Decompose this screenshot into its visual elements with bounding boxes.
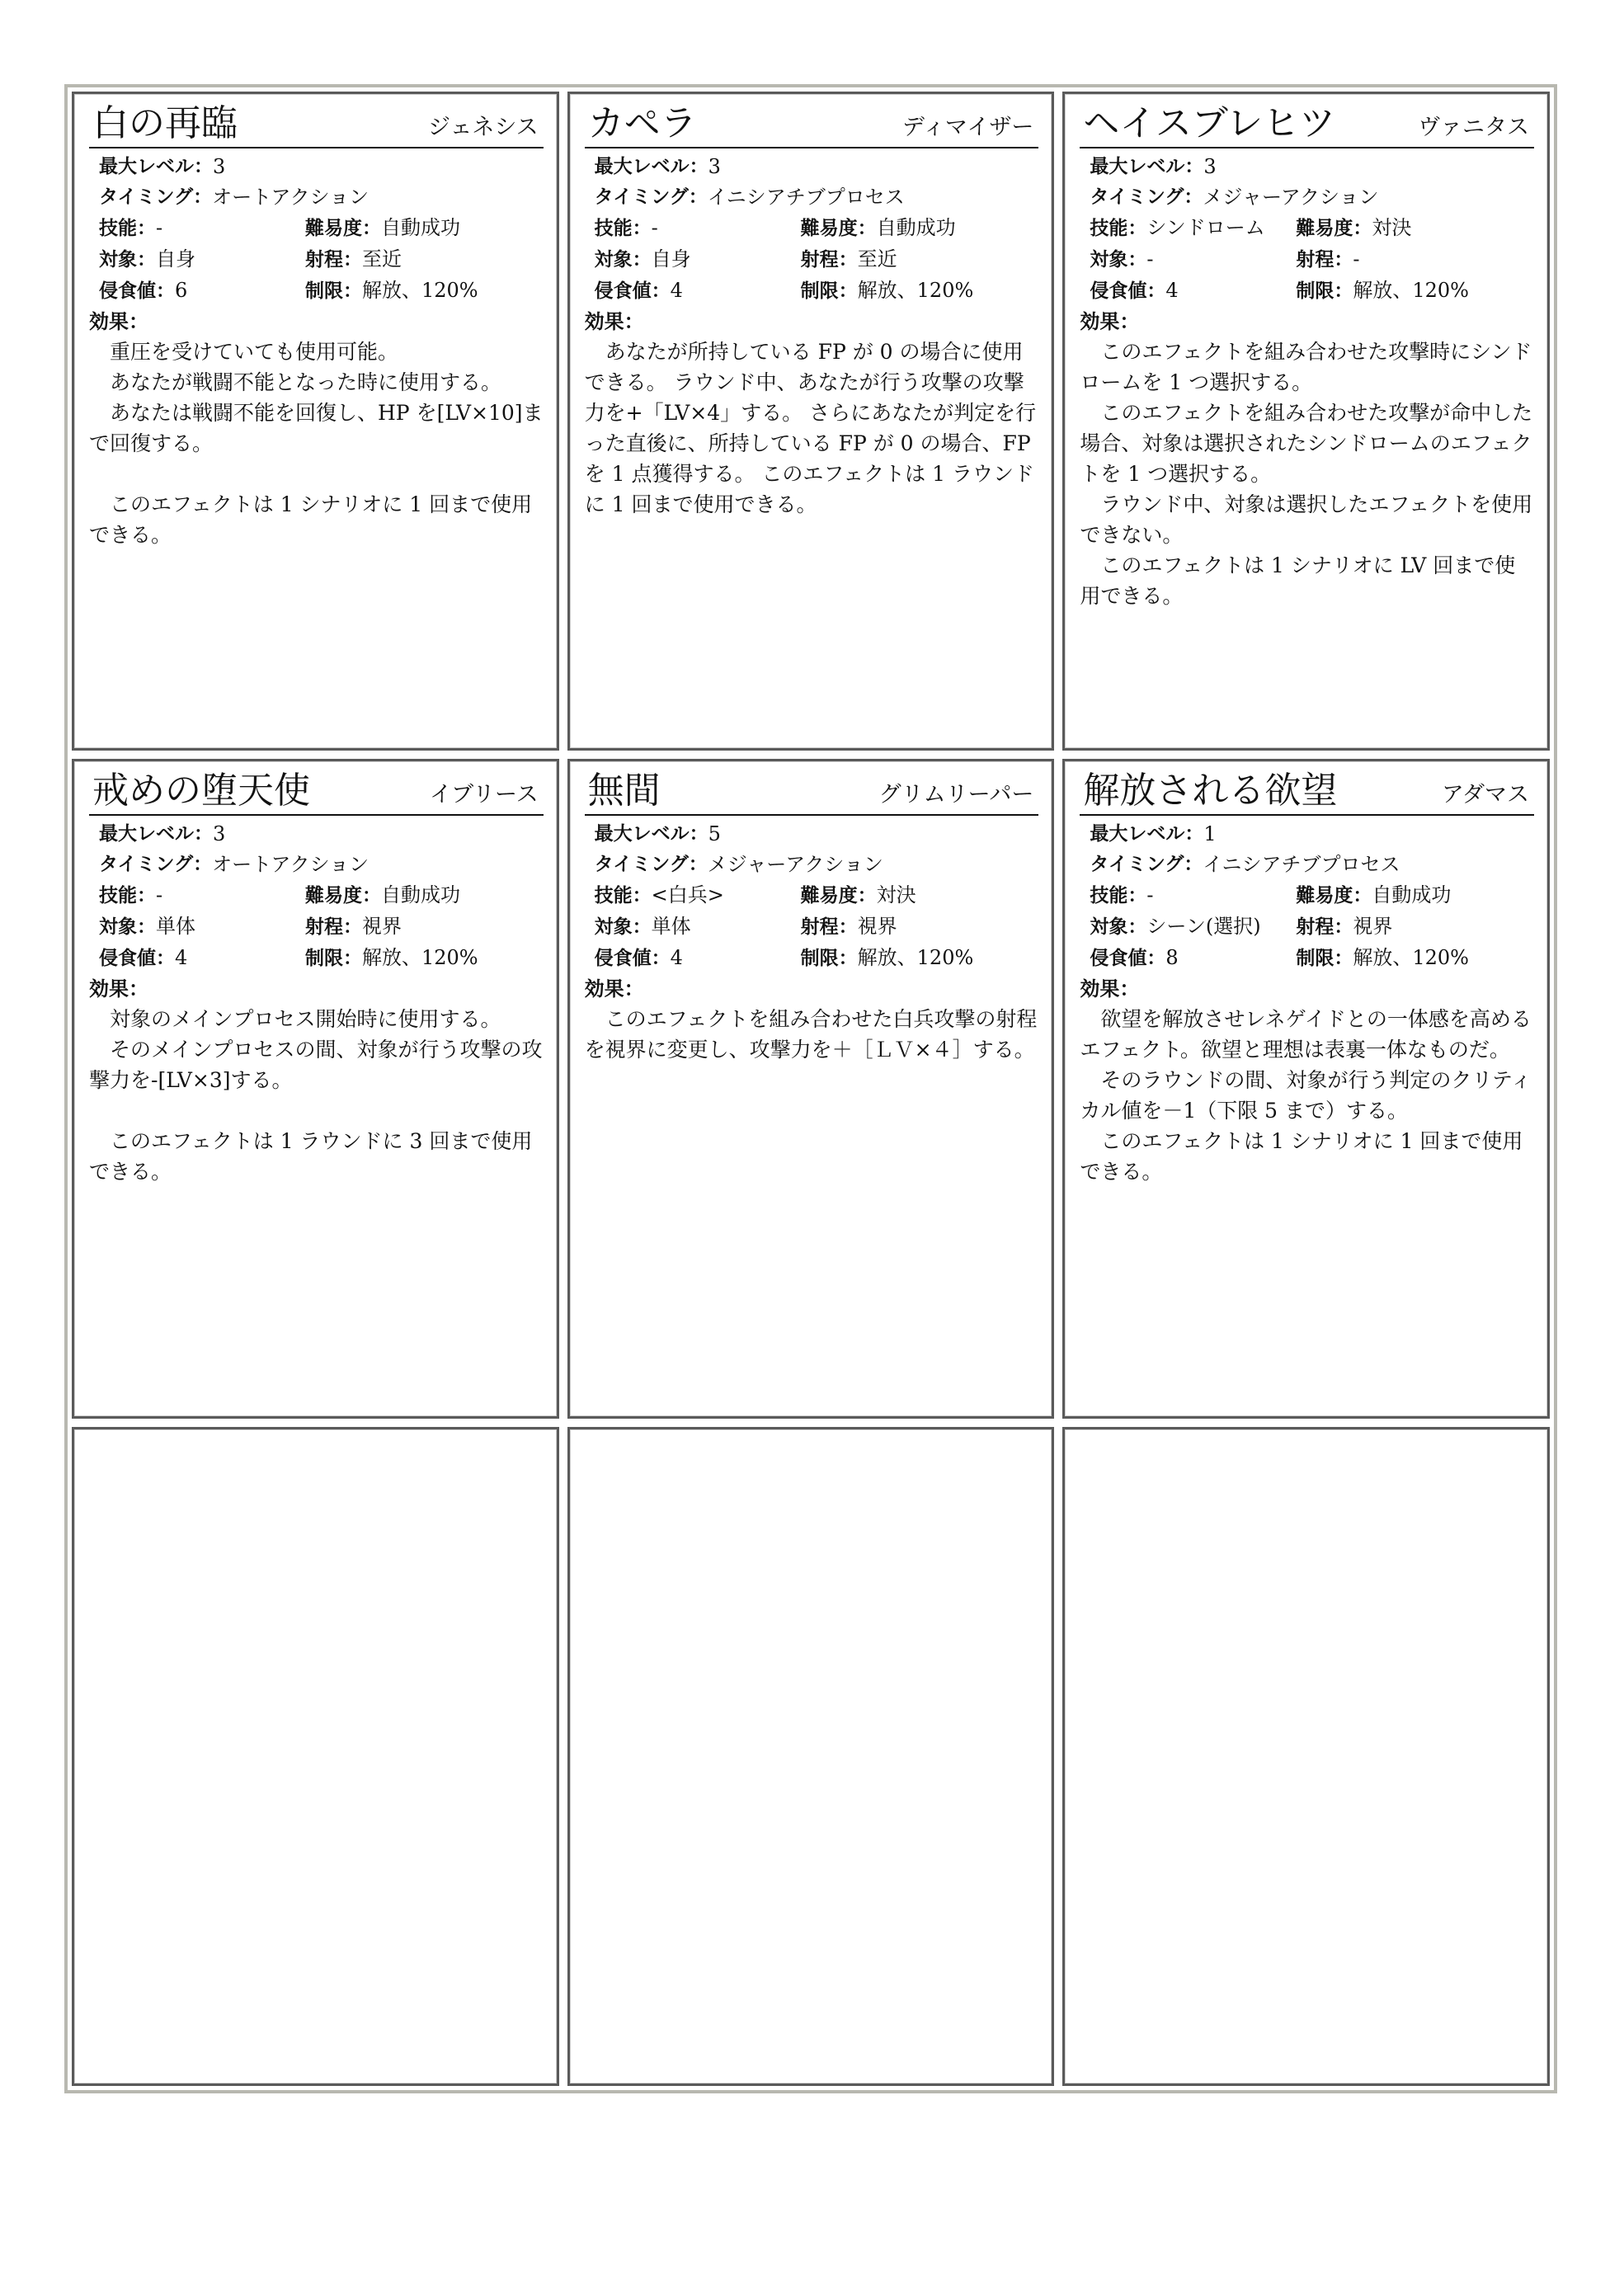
effect-name: カペラ: [587, 102, 697, 144]
effect-label: 効果：: [584, 310, 644, 333]
syndrome-name: イブリース: [429, 782, 539, 808]
target-label: 対象：: [1090, 249, 1147, 271]
erosion-value: 4: [1165, 279, 1179, 302]
stat-row-timing: [1090, 182, 1534, 213]
effect-name: 白の再臨: [92, 102, 238, 144]
limit-value: 解放、120%: [1353, 946, 1469, 970]
stat-row-timing: [595, 182, 1039, 213]
effect-label: 効果：: [584, 977, 644, 1001]
card-stats: [89, 819, 544, 974]
erosion-label: 侵食値：: [594, 948, 671, 970]
skill-value: <白兵>: [651, 883, 724, 907]
effect-line: 重圧を受けていても使用可能。: [89, 340, 399, 364]
limit-label: 制限：: [305, 280, 362, 302]
range-label: 射程：: [1296, 249, 1353, 271]
effect-card: [72, 759, 559, 1418]
card-header: [1080, 102, 1534, 148]
target-label: 対象：: [594, 916, 652, 939]
max-level-label: 最大レベル：: [99, 823, 213, 845]
effect-card: [567, 759, 1055, 1418]
stat-row-timing: [595, 850, 1039, 880]
effect-label: 効果：: [1080, 977, 1140, 1001]
stat-row-max-level: [99, 152, 544, 182]
limit-label: 制限：: [1296, 280, 1353, 302]
effect-card: [72, 92, 559, 751]
max-level-value: 1: [1203, 822, 1217, 846]
skill-label: 技能：: [99, 885, 156, 907]
timing-label: タイミング：: [1090, 854, 1203, 876]
skill-label: 技能：: [1090, 885, 1147, 907]
effect-line: そのメインプロセスの間、対象が行う攻撃の攻撃力を-[LV×3]する。: [89, 1038, 543, 1093]
range-label: 射程：: [305, 249, 362, 271]
erosion-label: 侵食値：: [99, 280, 175, 302]
skill-value: シンドローム: [1146, 216, 1265, 239]
timing-label: タイミング：: [594, 854, 708, 876]
limit-label: 制限：: [305, 948, 362, 970]
stat-row-skill: [1090, 880, 1534, 911]
effect-card: [567, 92, 1055, 751]
stat-row-timing: [1090, 850, 1534, 880]
range-label: 射程：: [800, 249, 858, 271]
limit-value: 解放、120%: [857, 946, 974, 970]
syndrome-name: ジェネシス: [428, 115, 539, 140]
skill-value: -: [156, 883, 163, 907]
target-value: 単体: [156, 915, 195, 939]
stat-row-target: [1090, 911, 1534, 943]
target-value: 自身: [156, 247, 195, 271]
stat-row-erosion: [99, 275, 544, 307]
target-label: 対象：: [1090, 916, 1147, 939]
timing-value: メジャーアクション: [707, 853, 883, 877]
effect-text: [1080, 1004, 1534, 1187]
max-level-value: 3: [213, 822, 226, 846]
effect-name: 無間: [587, 770, 661, 812]
skill-label: 技能：: [1090, 218, 1147, 239]
limit-value: 解放、120%: [362, 946, 478, 970]
stat-row-erosion: [1090, 943, 1534, 974]
stat-row-max-level: [595, 819, 1039, 850]
max-level-label: 最大レベル：: [1090, 156, 1204, 177]
difficulty-value: 自動成功: [381, 216, 460, 239]
syndrome-name: アダマス: [1441, 782, 1529, 808]
empty-card: [1062, 1427, 1550, 2086]
erosion-label: 侵食値：: [99, 948, 175, 970]
card-header: [585, 770, 1039, 816]
difficulty-value: 自動成功: [1372, 883, 1452, 907]
stat-row-target: [99, 244, 544, 275]
max-level-value: 3: [708, 155, 721, 178]
empty-card: [72, 1427, 559, 2086]
effect-label: 効果：: [89, 310, 148, 333]
syndrome-name: グリムリーパー: [878, 782, 1034, 808]
stat-row-timing: [99, 850, 544, 880]
timing-value: イニシアチブプロセス: [707, 186, 905, 209]
effect-name: 解放される欲望: [1083, 770, 1338, 812]
card-grid: [72, 92, 1550, 2086]
effect-line: このエフェクトは 1 シナリオに 1 回まで使用できる。: [89, 492, 533, 547]
stat-row-erosion: [99, 943, 544, 974]
range-value: 視界: [1353, 915, 1393, 939]
effect-line: 対象のメインプロセス開始時に使用する。: [89, 1007, 501, 1032]
target-value: 自身: [651, 247, 691, 271]
card-header: [89, 102, 544, 148]
limit-label: 制限：: [1296, 948, 1353, 970]
timing-value: オートアクション: [212, 186, 370, 209]
card-stats: [585, 152, 1039, 307]
difficulty-label: 難易度：: [800, 885, 877, 907]
timing-value: メジャーアクション: [1203, 186, 1379, 209]
effect-line: このエフェクトは 1 ラウンドに 3 回まで使用できる。: [89, 1129, 533, 1184]
max-level-label: 最大レベル：: [594, 156, 708, 177]
skill-value: -: [651, 216, 658, 239]
timing-label: タイミング：: [99, 186, 213, 208]
effect-line: このエフェクトは 1 シナリオに 1 回まで使用できる。: [1080, 1129, 1523, 1184]
stat-row-erosion: [595, 943, 1039, 974]
range-label: 射程：: [800, 916, 858, 939]
stat-row-skill: [595, 213, 1039, 244]
skill-value: -: [156, 216, 163, 239]
max-level-label: 最大レベル：: [1090, 823, 1204, 845]
effect-line: あなたは戦闘不能を回復し、HP を[LV×10]まで回復する。: [89, 401, 544, 455]
difficulty-label: 難易度：: [1296, 885, 1372, 907]
timing-label: タイミング：: [594, 186, 708, 208]
difficulty-value: 自動成功: [876, 216, 956, 239]
stat-row-max-level: [99, 819, 544, 850]
stat-row-target: [99, 911, 544, 943]
stat-row-skill: [1090, 213, 1534, 244]
stat-row-erosion: [1090, 275, 1534, 307]
erosion-label: 侵食値：: [594, 280, 671, 302]
max-level-value: 3: [1203, 155, 1217, 178]
erosion-value: 4: [670, 279, 683, 302]
effect-line: このエフェクトを組み合わせた攻撃が命中した場合、対象は選択されたシンドロームのエフェクトを 1 つ選択する。: [1080, 401, 1533, 486]
difficulty-label: 難易度：: [305, 218, 381, 239]
range-value: 視界: [857, 915, 897, 939]
range-label: 射程：: [1296, 916, 1353, 939]
skill-label: 技能：: [99, 218, 156, 239]
erosion-label: 侵食値：: [1090, 948, 1166, 970]
syndrome-name: ディマイザー: [902, 115, 1034, 140]
target-label: 対象：: [99, 916, 156, 939]
erosion-label: 侵食値：: [1090, 280, 1166, 302]
card-stats: [1080, 152, 1534, 307]
effect-label: 効果：: [89, 977, 148, 1001]
effect-label: 効果：: [1080, 310, 1140, 333]
erosion-value: 4: [670, 946, 683, 970]
limit-value: 解放、120%: [857, 279, 974, 302]
stat-row-max-level: [1090, 819, 1534, 850]
effect-line: そのラウンドの間、対象が行う判定のクリティカル値を－1（下限 5 まで）する。: [1080, 1068, 1532, 1123]
timing-value: オートアクション: [212, 853, 370, 877]
skill-value: -: [1146, 883, 1154, 907]
skill-label: 技能：: [594, 218, 652, 239]
effect-text: [89, 1004, 544, 1187]
limit-value: 解放、120%: [362, 279, 478, 302]
max-level-label: 最大レベル：: [99, 156, 213, 177]
stat-row-skill: [595, 880, 1039, 911]
effect-text: [585, 337, 1039, 520]
effect-text: [1080, 337, 1534, 611]
range-value: 至近: [857, 247, 897, 271]
timing-label: タイミング：: [1090, 186, 1203, 208]
empty-card: [567, 1427, 1055, 2086]
effect-card: [1062, 759, 1550, 1418]
effect-text: [585, 1004, 1039, 1065]
max-level-label: 最大レベル：: [594, 823, 708, 845]
card-header: [89, 770, 544, 816]
stat-row-target: [595, 911, 1039, 943]
limit-value: 解放、120%: [1353, 279, 1469, 302]
effect-line: あなたが戦闘不能となった時に使用する。: [89, 370, 502, 394]
stat-row-max-level: [595, 152, 1039, 182]
max-level-value: 3: [213, 155, 226, 178]
stat-row-target: [1090, 244, 1534, 275]
card-stats: [89, 152, 544, 307]
card-header: [585, 102, 1039, 148]
effect-name: ヘイスブレヒツ: [1083, 102, 1336, 144]
card-stats: [1080, 819, 1534, 974]
target-value: -: [1146, 247, 1154, 271]
timing-value: イニシアチブプロセス: [1203, 853, 1400, 877]
effect-line: [89, 1095, 544, 1126]
skill-label: 技能：: [594, 885, 652, 907]
difficulty-value: 自動成功: [381, 883, 460, 907]
target-value: 単体: [651, 915, 691, 939]
difficulty-value: 対決: [876, 883, 916, 907]
stat-row-skill: [99, 213, 544, 244]
effect-line: このエフェクトを組み合わせた攻撃時にシンドロームを 1 つ選択する。: [1080, 340, 1532, 394]
effect-text: [89, 337, 544, 550]
erosion-value: 6: [175, 279, 188, 302]
effect-line: このエフェクトを組み合わせた白兵攻撃の射程を視界に変更し、攻撃力を＋［ＬＶ×４］する。: [584, 1007, 1038, 1062]
difficulty-label: 難易度：: [800, 218, 877, 239]
limit-label: 制限：: [800, 280, 858, 302]
effect-line: あなたが所持している FP が 0 の場合に使用できる。 ラウンド中、あなたが行う攻撃の攻撃力を+「LV×4」する。 さらにあなたが判定を行った直後に、所持している FP が 0 の場合、FP を 1 点獲得する。 このエフェクトは 1 ラウンドに 1 回まで使用できる。: [584, 340, 1037, 516]
effect-line: ラウンド中、対象は選択したエフェクトを使用できない。: [1080, 492, 1533, 547]
target-label: 対象：: [99, 249, 156, 271]
target-value: シーン(選択): [1146, 915, 1261, 939]
limit-label: 制限：: [800, 948, 858, 970]
range-value: -: [1353, 247, 1360, 271]
effect-card: [1062, 92, 1550, 751]
range-value: 至近: [362, 247, 402, 271]
card-header: [1080, 770, 1534, 816]
difficulty-label: 難易度：: [305, 885, 381, 907]
erosion-value: 8: [1165, 946, 1179, 970]
difficulty-label: 難易度：: [1296, 218, 1372, 239]
card-sheet: [64, 84, 1557, 2093]
stat-row-max-level: [1090, 152, 1534, 182]
range-value: 視界: [362, 915, 402, 939]
effect-line: このエフェクトは 1 シナリオに LV 回まで使用できる。: [1080, 553, 1516, 608]
stat-row-timing: [99, 182, 544, 213]
erosion-value: 4: [175, 946, 188, 970]
stat-row-erosion: [595, 275, 1039, 307]
stat-row-skill: [99, 880, 544, 911]
range-label: 射程：: [305, 916, 362, 939]
difficulty-value: 対決: [1372, 216, 1412, 239]
effect-line: [89, 459, 544, 489]
effect-line: 欲望を解放させレネゲイドとの一体感を高めるエフェクト。欲望と理想は表裏一体なものだ。: [1080, 1007, 1532, 1062]
effect-name: 戒めの堕天使: [92, 770, 310, 812]
stat-row-target: [595, 244, 1039, 275]
timing-label: タイミング：: [99, 854, 213, 876]
card-stats: [585, 819, 1039, 974]
max-level-value: 5: [708, 822, 721, 846]
target-label: 対象：: [594, 249, 652, 271]
syndrome-name: ヴァニタス: [1418, 115, 1529, 140]
